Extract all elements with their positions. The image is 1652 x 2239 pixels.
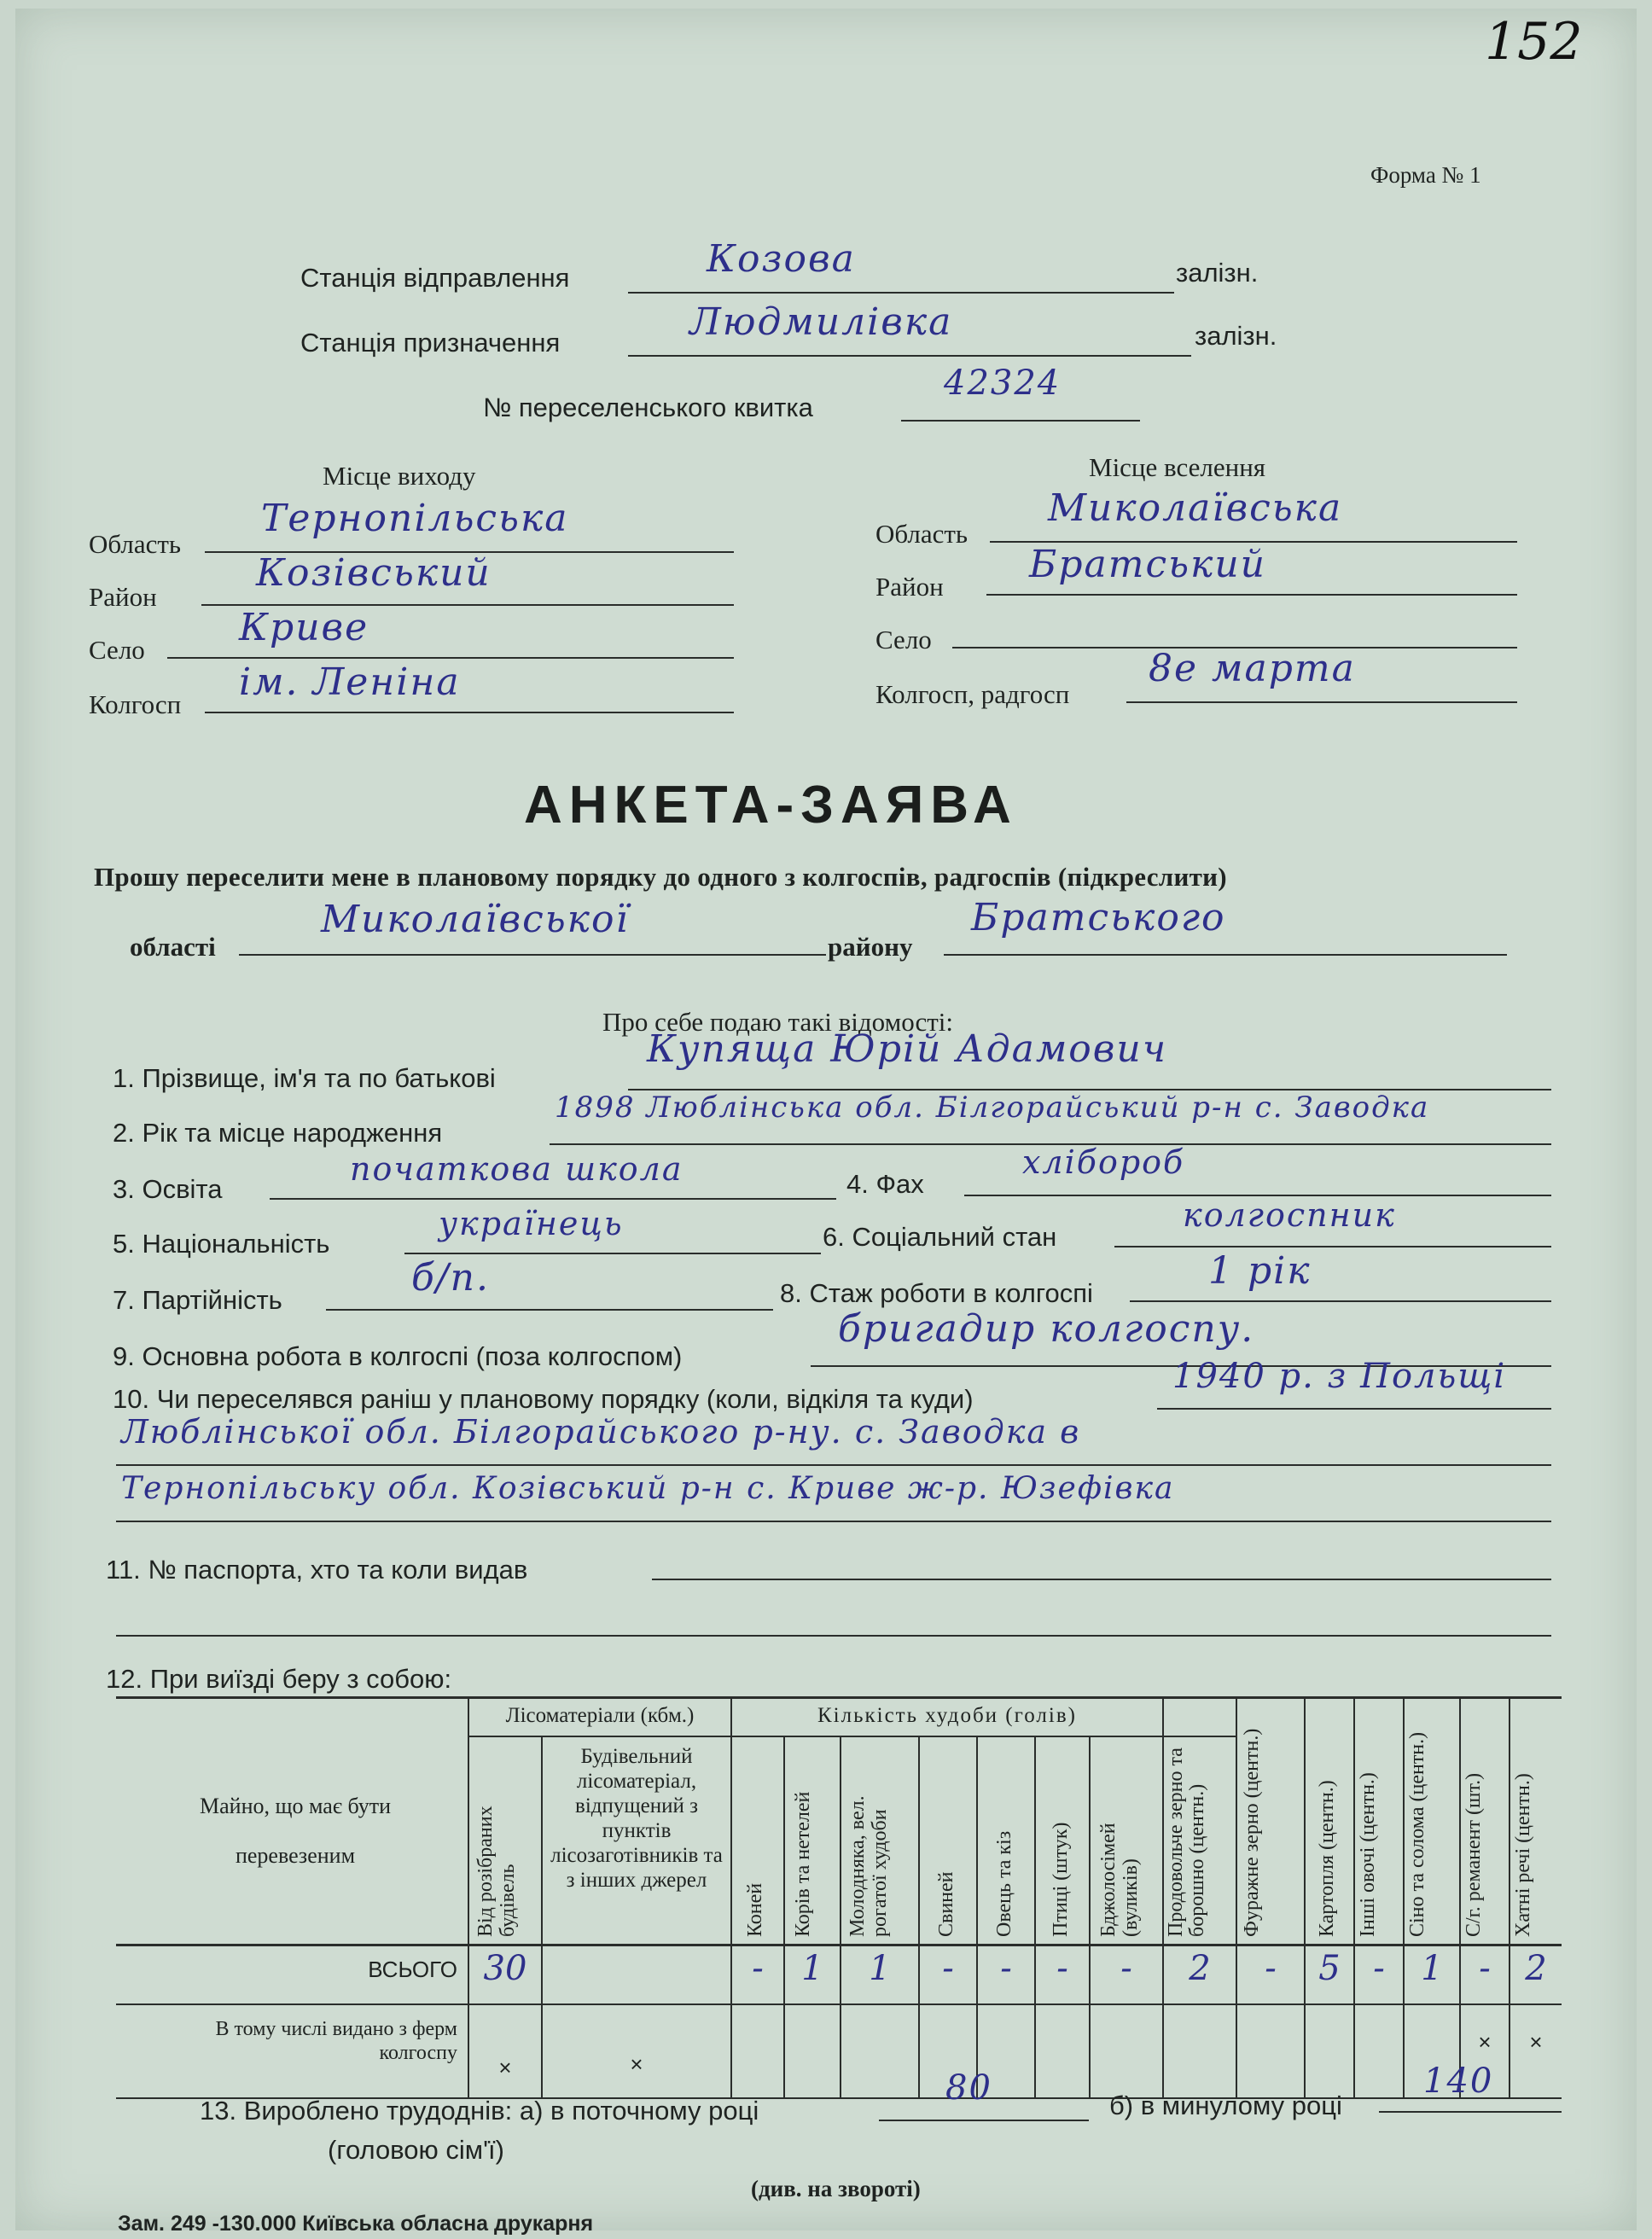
field-1-label: 1. Прізвище, ім'я та по батькові	[113, 1063, 496, 1093]
page-number: 152	[1485, 12, 1583, 72]
print-info: Зам. 249 -130.000 Київська обласна друкарня	[118, 2212, 594, 2236]
col-poultry: Птиці (штук)	[1050, 1822, 1072, 1937]
request-oblast-value: Миколаївської	[321, 898, 630, 941]
dest-oblast-label: Область	[875, 519, 969, 549]
field-1-value: Купяща Юрій Адамович	[647, 1027, 1168, 1071]
request-oblast-label: області	[130, 932, 216, 962]
origin-oblast-value: Тернопільська	[261, 497, 569, 540]
request-raion-label: району	[828, 932, 913, 962]
total-timber-1: 30	[483, 1949, 527, 1988]
farm-household: ×	[1529, 2029, 1543, 2055]
col-tools: С/г. реманент (шт.)	[1463, 1772, 1485, 1937]
total-household: 2	[1525, 1949, 1547, 1988]
departure-value: Козова	[707, 237, 856, 281]
timber-col-2: Будівельний лісоматеріал, відпущений з пунктів лісозаготівників та з інших джерел	[550, 1745, 723, 1892]
field-3-label: 3. Освіта	[113, 1174, 223, 1204]
departure-suffix: залізн.	[1176, 258, 1259, 288]
dest-oblast-value: Миколаївська	[1048, 486, 1343, 530]
dest-kolhosp-label: Колгосп, радгосп	[875, 679, 1070, 709]
total-cows: 1	[801, 1949, 823, 1988]
farm-timber-2: ×	[630, 2051, 643, 2077]
dest-kolhosp-value: 8е марта	[1149, 647, 1356, 690]
origin-raion-label: Район	[89, 582, 157, 612]
farm-tools: ×	[1478, 2029, 1492, 2055]
col-hay: Сіно та солома (центн.)	[1406, 1731, 1428, 1937]
request-line: Прошу переселити мене в плановому порядку до одного з колгоспів, радгоспів (підкреслити)	[94, 862, 1227, 892]
field-2-value: 1898 Люблінська обл. Білгорайський р-н с. Заводка	[555, 1090, 1430, 1125]
total-poultry: -	[1056, 1949, 1068, 1988]
col-horses: Коней	[744, 1882, 766, 1937]
dest-selo-label: Село	[875, 625, 932, 654]
workdays-prev-label: б) в минулому році	[1109, 2091, 1342, 2120]
dest-raion-value: Братський	[1029, 543, 1267, 586]
col-young-cattle: Молодняка, вел. рогатої худоби	[846, 1795, 891, 1937]
timber-group-header: Лісоматеріали (кбм.)	[505, 1704, 695, 1727]
destination-station-value: Людмилівка	[689, 300, 953, 344]
farm-timber-1: ×	[498, 2055, 512, 2080]
destination-suffix: залізн.	[1195, 321, 1277, 351]
field-9-value: бригадир колгоспу.	[838, 1307, 1255, 1351]
workdays-sub-label: (головою сім'ї)	[328, 2135, 504, 2165]
col-other-veg: Інші овочі (центн.)	[1357, 1772, 1379, 1937]
total-other-veg: -	[1373, 1949, 1385, 1988]
workdays-label: 13. Вироблено трудоднів: а) в поточному році	[200, 2096, 759, 2126]
origin-raion-value: Козівський	[256, 551, 492, 595]
see-back-note: (див. на звороті)	[751, 2176, 921, 2201]
departure-label: Станція відправлення	[300, 263, 570, 293]
total-bees: -	[1120, 1949, 1132, 1988]
total-potatoes: 5	[1318, 1949, 1341, 1988]
field-12-label: 12. При виїзді беру з собою:	[106, 1664, 452, 1694]
col-food-grain: Продовольче зерно та борошно (центн.)	[1165, 1748, 1208, 1937]
row-farm-label: В тому числі видано з ферм колгоспу	[215, 2018, 457, 2064]
total-horses: -	[752, 1949, 764, 1988]
property-header: Майно, що має бути перевезеним	[200, 1794, 391, 1868]
field-10-value-2: Люблінської обл. Білгорайського р-ну. с. Заводка в	[121, 1413, 1081, 1451]
document-page	[15, 9, 1637, 2236]
timber-col-1: Від розібраних будівель	[474, 1806, 519, 1937]
total-pigs: -	[942, 1949, 954, 1988]
field-8-value: 1 рік	[1208, 1249, 1312, 1293]
row-total-label: ВСЬОГО	[368, 1957, 457, 1982]
total-hay: 1	[1421, 1949, 1443, 1988]
luggage-table	[116, 1696, 1562, 2097]
livestock-group-header: Кількість худоби (голів)	[817, 1704, 1077, 1727]
field-10-value-1: 1940 р. з Польщі	[1172, 1357, 1507, 1396]
col-pigs: Свиней	[935, 1871, 957, 1937]
total-fodder: -	[1265, 1949, 1277, 1988]
total-sheep: -	[1000, 1949, 1012, 1988]
field-2-label: 2. Рік та місце народження	[113, 1118, 443, 1148]
document-title: АНКЕТА-ЗАЯВА	[524, 776, 1018, 835]
col-cows: Корів та нетелей	[792, 1791, 814, 1937]
field-5-value: українець	[439, 1205, 624, 1242]
total-young-cattle: 1	[869, 1949, 891, 1988]
col-household: Хатні речі (центн.)	[1512, 1773, 1534, 1937]
destination-heading: Місце вселення	[1089, 452, 1266, 482]
ticket-label: № переселенського квитка	[483, 393, 813, 422]
destination-label: Станція призначення	[300, 328, 561, 358]
request-raion-value: Братського	[971, 896, 1226, 939]
field-9-label: 9. Основна робота в колгоспі (поза колгоспом)	[113, 1341, 683, 1371]
field-10-label: 10. Чи переселявся раніш у плановому порядку (коли, відкіля та куди)	[113, 1384, 974, 1414]
workdays-prev: 140	[1423, 2062, 1494, 2101]
origin-heading: Місце виходу	[323, 461, 476, 491]
field-4-label: 4. Фах	[846, 1169, 924, 1199]
total-food-grain: 2	[1189, 1949, 1211, 1988]
origin-selo-label: Село	[89, 635, 145, 665]
workdays-current: 80	[945, 2068, 992, 2108]
origin-kolhosp-label: Колгосп	[89, 689, 182, 719]
field-8-label: 8. Стаж роботи в колгоспі	[780, 1278, 1093, 1308]
form-label: Форма № 1	[1370, 162, 1481, 188]
dest-raion-label: Район	[875, 572, 944, 602]
field-10-value-3: Тернопільську обл. Козівський р-н с. Криве ж-р. Юзефівка	[121, 1471, 1175, 1506]
field-6-label: 6. Соціальний стан	[823, 1222, 1057, 1252]
col-bees: Бджолосімей (вуликів)	[1097, 1823, 1142, 1937]
col-fodder: Фуражне зерно (центн.)	[1241, 1728, 1263, 1937]
field-11-label: 11. № паспорта, хто та коли видав	[106, 1555, 528, 1585]
field-4-value: хлібороб	[1022, 1143, 1185, 1181]
total-tools: -	[1479, 1949, 1491, 1988]
field-5-label: 5. Національність	[113, 1229, 330, 1259]
field-6-value: колгоспник	[1183, 1196, 1396, 1234]
field-3-value: початкова школа	[350, 1150, 683, 1188]
origin-kolhosp-value: ім. Леніна	[239, 660, 461, 704]
origin-selo-value: Криве	[239, 606, 369, 649]
col-sheep: Овець та кіз	[993, 1830, 1015, 1937]
field-7-label: 7. Партійність	[113, 1285, 282, 1315]
origin-oblast-label: Область	[89, 529, 182, 559]
intro-text: Про себе подаю такі відомості:	[602, 1007, 954, 1037]
field-7-value: б/п.	[411, 1256, 491, 1300]
ticket-value: 42324	[944, 363, 1062, 403]
col-potatoes: Картопля (центн.)	[1316, 1780, 1338, 1937]
